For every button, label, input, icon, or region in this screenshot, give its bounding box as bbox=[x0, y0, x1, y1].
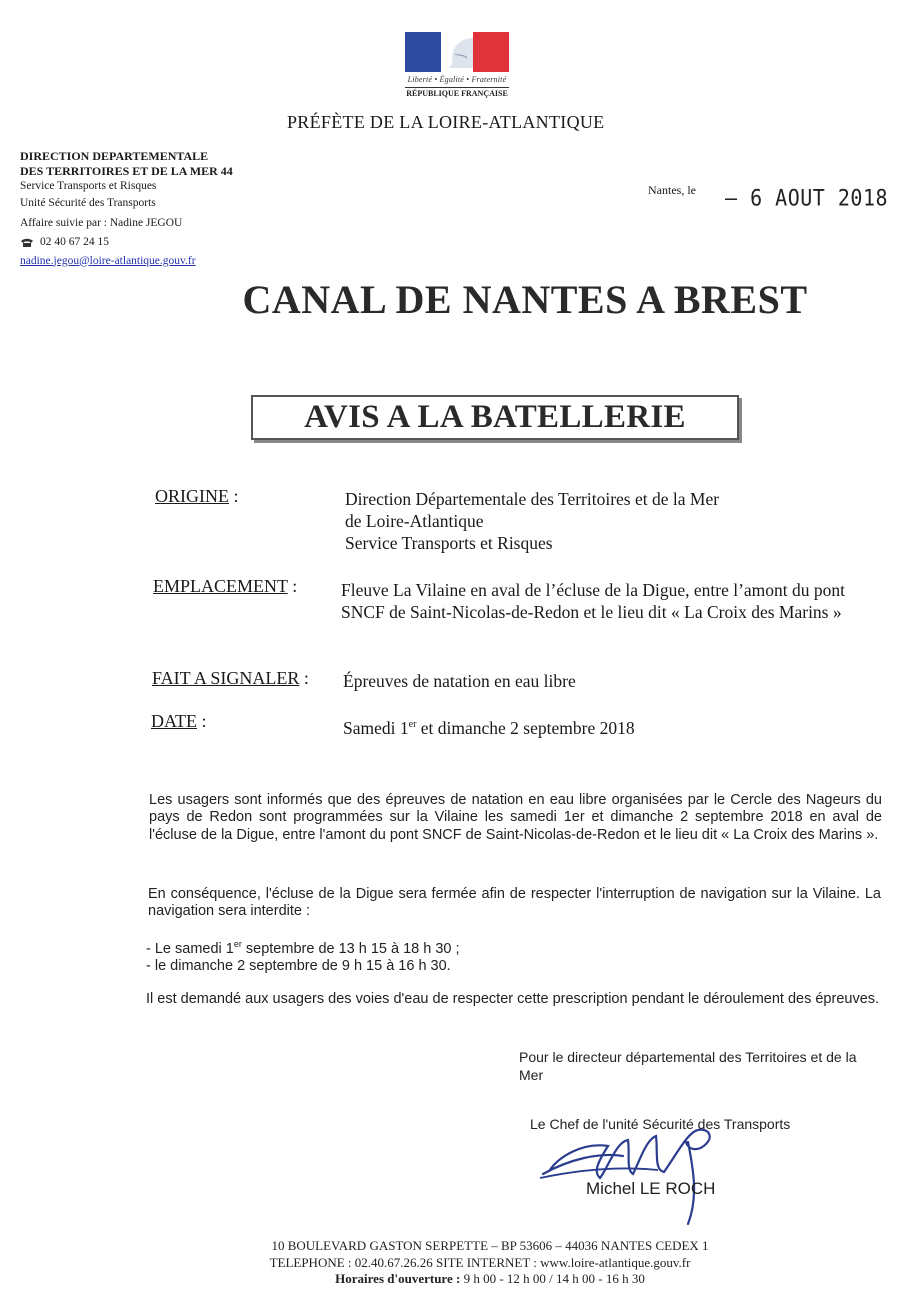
fait-value: Épreuves de natation en eau libre bbox=[343, 671, 576, 691]
list-item: - le dimanche 2 septembre de 9 h 15 à 16 h 30. bbox=[146, 958, 451, 975]
paragraph-intro: Les usagers sont informés que des épreuves de natation en eau libre organisées par le Cercle des Nageurs du pays de Redon sont programmées sur la Vilaine les samedi 1er et dimanche 2 septembre 2018 en aval de l'écluse de la Digue, entre l'amont du pont SNCF de Saint-Nicolas-de-Redon et le lieu dit « La Croix des Marins ». bbox=[149, 792, 882, 843]
logo-republic: RÉPUBLIQUE FRANÇAISE bbox=[406, 89, 508, 98]
logo-motto: Liberté • Égalité • Fraternité bbox=[407, 75, 507, 84]
sender-block bbox=[20, 149, 233, 269]
origine-label: ORIGINE : bbox=[155, 486, 239, 506]
direction-line1: DIRECTION DEPARTEMENTALE bbox=[20, 149, 209, 163]
telephone-icon bbox=[20, 238, 34, 248]
footer-address: 10 BOULEVARD GASTON SERPETTE – BP 53606 – 44036 NANTES CEDEX 1 bbox=[271, 1238, 709, 1253]
date-field-value: Samedi 1er et dimanche 2 septembre 2018 bbox=[343, 717, 635, 738]
notice-title: AVIS A LA BATELLERIE bbox=[304, 399, 686, 435]
date-label: Nantes, le bbox=[648, 183, 696, 197]
fait-label: FAIT A SIGNALER : bbox=[152, 668, 309, 688]
signature-for-line: Pour le directeur départemental des Territoires et de la Mer bbox=[519, 1049, 857, 1083]
paragraph-request: Il est demandé aux usagers des voies d'eau de respecter cette prescription pendant le déroulement des épreuves. bbox=[146, 991, 880, 1007]
emplacement-label: EMPLACEMENT : bbox=[153, 576, 298, 596]
paragraph-consequence: En conséquence, l'écluse de la Digue sera fermée afin de respecter l'interruption de navigation sur la Vilaine. La navigation sera interdite : bbox=[148, 886, 881, 920]
phone-number: 02 40 67 24 15 bbox=[40, 236, 109, 248]
signature-title: Le Chef de l'unité Sécurité des Transports bbox=[530, 1116, 791, 1132]
marianne-flag-icon bbox=[405, 32, 509, 72]
republique-francaise-logo bbox=[405, 32, 509, 98]
service-line: Service Transports et Risques bbox=[20, 180, 157, 192]
date-field-label: DATE : bbox=[151, 711, 207, 731]
direction-line2: DES TERRITOIRES ET DE LA MER 44 bbox=[20, 164, 233, 178]
closure-list bbox=[146, 936, 646, 975]
handwritten-signature bbox=[538, 1112, 758, 1232]
footer bbox=[0, 1238, 900, 1288]
emplacement-value: Fleuve La Vilaine en aval de l’écluse de la Digue, entre l’amont du pont SNCF de Saint-Nicolas-de-Redon et le lieu dit « La Croix des Marins » bbox=[341, 580, 846, 622]
email-link[interactable]: nadine.jegou@loire-atlantique.gouv.fr bbox=[20, 254, 196, 267]
footer-contact: TELEPHONE : 02.40.67.26.26 SITE INTERNET : www.loire-atlantique.gouv.fr bbox=[269, 1254, 691, 1270]
phone-row bbox=[20, 233, 233, 253]
origine-value: Direction Départementale des Territoires et de la Mer de Loire-Atlantique Service Transports et Risques bbox=[345, 489, 720, 553]
date-stamp: – 6 AOUT 2018 bbox=[725, 184, 889, 212]
prefecture-heading: PRÉFÈTE DE LA LOIRE-ATLANTIQUE bbox=[287, 112, 605, 132]
affaire-line: Affaire suivie par : Nadine JEGOU bbox=[20, 216, 183, 229]
main-title: CANAL DE NANTES A BREST bbox=[242, 277, 808, 322]
list-item: - Le samedi 1er septembre de 13 h 15 à 18 h 30 ; bbox=[146, 939, 460, 957]
notice-title-box bbox=[251, 395, 739, 440]
signatory-name: Michel LE ROCH bbox=[586, 1179, 716, 1198]
unit-line: Unité Sécurité des Transports bbox=[20, 197, 156, 209]
footer-hours: Horaires d'ouverture : 9 h 00 - 12 h 00 / 14 h 00 - 16 h 30 bbox=[335, 1271, 645, 1286]
